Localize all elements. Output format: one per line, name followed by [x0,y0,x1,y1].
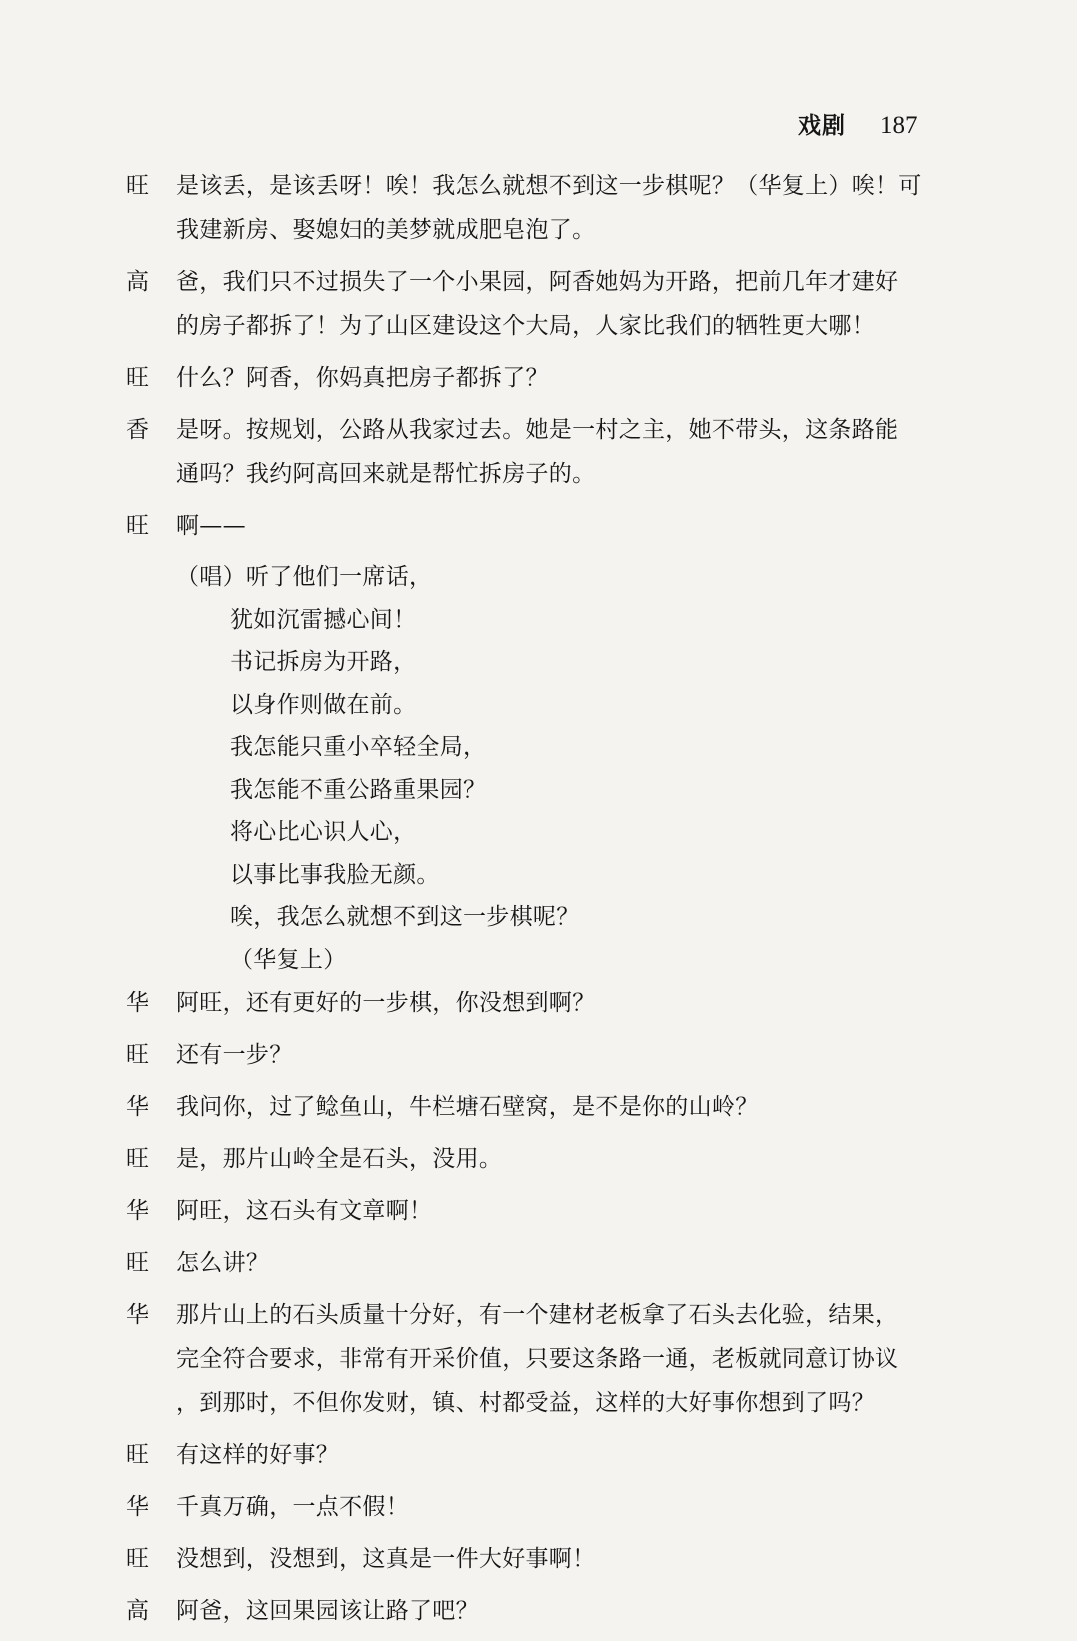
dialogue-line: 阿旺，还有更好的一步棋，你没想到啊？ [176,990,596,1016]
dialogue-line: 怎么讲？ [176,1250,270,1276]
speaker-name: 旺 [126,1042,149,1068]
dialogue-entry [120,356,950,400]
speaker-name: 旺 [126,173,149,199]
dialogue-text [176,1293,950,1425]
dialogue-text [176,1241,950,1285]
dialogue-text [176,1085,950,1129]
dialogue-entry [120,1293,950,1425]
dialogue-block-a [120,164,950,548]
song-verse-line: 我怎能只重小卒轻全局， [230,734,487,760]
dialogue-line: 我建新房、娶媳妇的美梦就成肥皂泡了。 [176,217,596,243]
dialogue-text [176,164,950,252]
dialogue-line: 是该丢，是该丢呀！唉！我怎么就想不到这一步棋呢？（华复上）唉！可 [176,173,922,199]
dialogue-line: 通吗？我约阿高回来就是帮忙拆房子的。 [176,461,596,487]
dialogue-text [176,408,950,496]
dialogue-line: 那片山上的石头质量十分好，有一个建材老板拿了石头去化验，结果， [176,1302,899,1328]
song-verse-line: （华复上） [230,946,347,973]
dialogue-entry [120,1137,950,1181]
dialogue-entry [120,504,950,548]
dialogue-text [176,260,950,348]
speaker-name: 华 [126,1198,149,1224]
page-number: 187 [880,112,918,139]
running-header [798,107,918,140]
dialogue-line: 还有一步？ [176,1042,293,1068]
dialogue-entry [120,1433,950,1477]
dialogue-entry [120,1485,950,1529]
dialogue-entry [120,1241,950,1285]
dialogue-text [176,1033,950,1077]
speaker-name: 旺 [126,1546,149,1572]
dialogue-text [176,1189,950,1233]
dialogue-line: ，到那时，不但你发财，镇、村都受益，这样的大好事你想到了吗？ [176,1390,875,1416]
dialogue-entry [120,1589,950,1633]
dialogue-line: 啊—— [176,513,246,539]
dialogue-text [176,981,950,1025]
speaker-name: 高 [126,269,149,295]
speaker-name: 旺 [126,365,149,391]
speaker-name: 旺 [126,1442,149,1468]
dialogue-line: 我问你，过了鲶鱼山，牛栏塘石壁窝，是不是你的山岭？ [176,1094,759,1120]
speaker-name: 旺 [126,1146,149,1172]
dialogue-entry [120,1085,950,1129]
dialogue-line: 有这样的好事？ [176,1442,340,1468]
dialogue-entry [120,164,950,252]
dialogue-line: 没想到，没想到，这真是一件大好事啊！ [176,1546,596,1572]
dialogue-text [176,1137,950,1181]
dialogue-line: 是，那片山岭全是石头，没用。 [176,1146,503,1172]
dialogue-text [176,356,950,400]
speaker-name: 华 [126,1302,149,1328]
song-verse-line: 犹如沉雷撼心间！ [230,606,417,633]
dialogue-entry [120,981,950,1025]
dialogue-entry [120,1033,950,1077]
dialogue-line: 阿爸，这回果园该让路了吧？ [176,1598,479,1624]
song-verse-line: 将心比心识人心， [230,819,417,845]
dialogue-entry [120,1189,950,1233]
song-first-line: （唱）听了他们一席话， [176,564,433,590]
dialogue-line: 千真万确，一点不假！ [176,1494,409,1520]
speaker-name: 香 [126,417,149,443]
dialogue-text [176,504,950,548]
speaker-name: 旺 [126,513,149,539]
song-verse-line: 我怎能不重公路重果园？ [230,776,487,803]
dialogue-entry [120,408,950,496]
song-verse-line: 以身作则做在前。 [230,691,417,718]
speaker-name: 华 [126,990,149,1016]
speaker-name: 华 [126,1494,149,1520]
speaker-name: 高 [126,1598,149,1624]
dialogue-block-b [120,981,950,1633]
dialogue-text [176,1537,950,1581]
dialogue-entry [120,260,950,348]
dialogue-text [176,1433,950,1477]
speaker-name: 旺 [126,1250,149,1276]
song-verse-line: 以事比事我脸无颜。 [230,861,440,888]
dialogue-text [176,1485,950,1529]
dialogue-line: 阿旺，这石头有文章啊！ [176,1198,433,1224]
song-verse-line: 唉，我怎么就想不到这一步棋呢？ [230,904,580,930]
speaker-name: 华 [126,1094,149,1120]
dialogue-line: 什么？阿香，你妈真把房子都拆了？ [176,365,549,391]
dialogue-line: 完全符合要求，非常有开采价值，只要这条路一通，老板就同意订协议 [176,1346,899,1372]
song-lyrics [176,556,950,981]
dialogue-text [176,1589,950,1633]
dialogue-line: 爸，我们只不过损失了一个小果园，阿香她妈为开路，把前几年才建好 [176,269,899,295]
song-verse-line: 书记拆房为开路， [230,649,417,675]
song-verses [176,599,950,982]
dialogue-line: 的房子都拆了！为了山区建设这个大局，人家比我们的牺牲更大哪！ [176,313,875,339]
section-title: 戏剧 [798,112,846,139]
script-body [120,164,950,1641]
dialogue-line: 是呀。按规划，公路从我家过去。她是一村之主，她不带头，这条路能 [176,417,899,443]
dialogue-entry [120,1537,950,1581]
